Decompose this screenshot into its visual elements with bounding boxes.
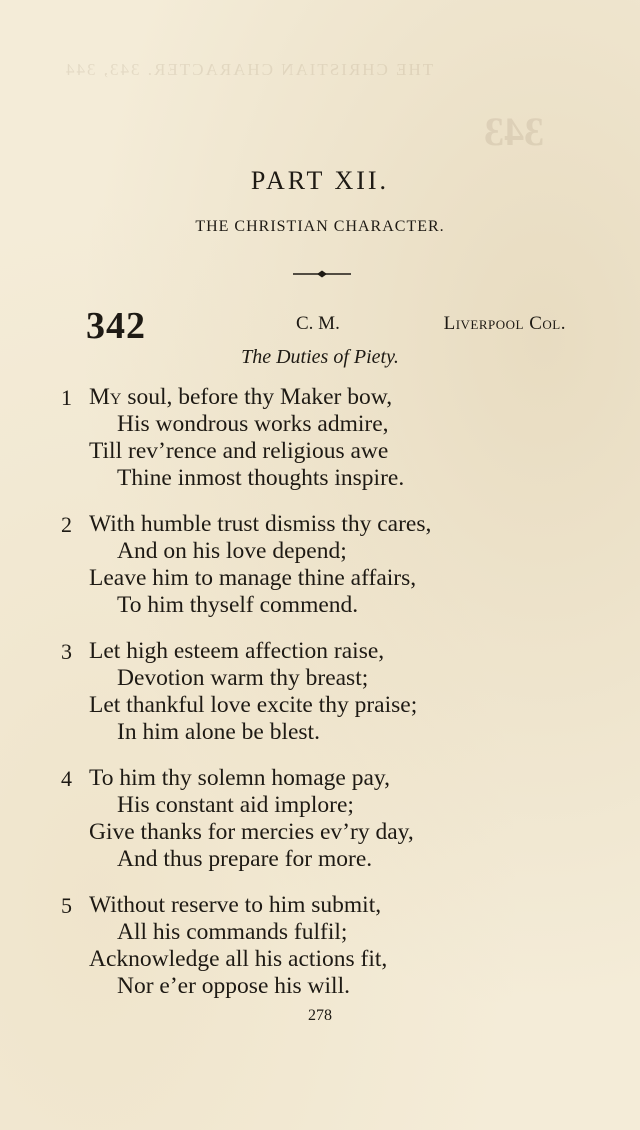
verse-line: To him thy solemn homage pay,	[89, 765, 390, 791]
verse-line: Nor e’er oppose his will.	[117, 973, 350, 999]
verse-line: Let thankful love excite thy praise;	[89, 692, 418, 718]
hymn-tune: Liverpool Col.	[443, 313, 566, 334]
stanza-number: 4	[61, 766, 72, 791]
verse-line: Acknowledge all his actions fit,	[89, 946, 388, 972]
page-number: 278	[308, 1007, 332, 1024]
stanza-number: 3	[61, 639, 72, 664]
verse-line: Till rev’rence and religious awe	[89, 438, 389, 464]
verse-line-lead: My	[89, 384, 122, 410]
part-title: PART XII.	[250, 166, 390, 195]
verse-line: His constant aid implore;	[117, 792, 354, 818]
verse-line: Leave him to manage thine affairs,	[89, 565, 417, 591]
section-title: THE CHRISTIAN CHARACTER.	[195, 218, 445, 235]
verse-line: Without reserve to him submit,	[89, 892, 382, 918]
verse-line: And on his love depend;	[117, 538, 347, 564]
bleed-through-number: 343	[484, 109, 544, 154]
verse-line	[89, 384, 392, 411]
hymn-title: The Duties of Piety.	[241, 346, 399, 368]
verse-line: In him alone be blest.	[117, 719, 320, 745]
verse-line: With humble trust dismiss thy cares,	[89, 511, 432, 537]
verse-line: Give thanks for mercies ev’ry day,	[89, 819, 414, 845]
stanza-number: 1	[61, 385, 72, 410]
verse-line: Devotion warm thy breast;	[117, 665, 369, 691]
stanza-number: 5	[61, 893, 72, 918]
hymn-meter: C. M.	[296, 313, 340, 334]
verse-line: All his commands fulfil;	[117, 919, 348, 945]
verse-line: Thine inmost thoughts inspire.	[117, 465, 405, 491]
bleed-through-header: THE CHRISTIAN CHARACTER. 343, 344	[64, 60, 434, 79]
stanza-number: 2	[61, 512, 72, 537]
verse-line: Let high esteem affection raise,	[89, 638, 385, 664]
verse-line: His wondrous works admire,	[117, 411, 389, 437]
verse-line-rest: soul, before thy Maker bow,	[121, 384, 393, 410]
verse-line: To him thyself commend.	[117, 592, 359, 618]
verse-line: And thus prepare for more.	[117, 846, 373, 872]
ornament-divider-icon	[293, 270, 351, 278]
hymn-number: 342	[86, 305, 146, 347]
